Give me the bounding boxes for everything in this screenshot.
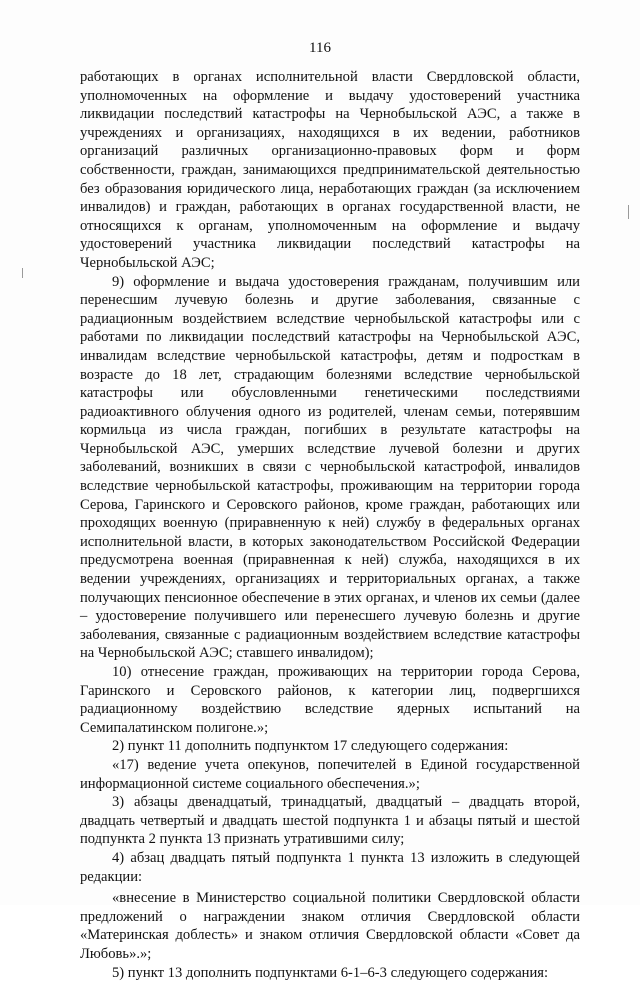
scan-margin-mark bbox=[628, 205, 629, 219]
paragraph: 4) абзац двадцать пятый подпункта 1 пункта 13 изложить в следующей редакции: bbox=[80, 849, 580, 886]
page-number: 116 bbox=[0, 40, 640, 57]
body-text bbox=[80, 68, 580, 982]
paragraph: 3) абзацы двенадцатый, тринадцатый, двадцатый – двадцать второй, двадцать четвертый и двадцать шестой подпункта 1 и абзацы пятый и шестой подпункта 2 пункта 13 признать утратившими силу; bbox=[80, 793, 580, 849]
paragraph: 5) пункт 13 дополнить подпунктами 6-1–6-3 следующего содержания: bbox=[80, 964, 580, 982]
paragraph: 9) оформление и выдача удостоверения гражданам, получившим или перенесшим лучевую болезнь и другие заболевания, связанные с радиационным воздействием вследствие чернобыльской катастрофы или с работами по ликвидации последствий катастрофы на Чернобыльской АЭС, инвалидам вследствие чернобыльской катастрофы, детям и подросткам в возрасте до 18 лет, страдающим болезнями вследствие чернобыльской катастрофы или обусловленными генетическими последствиями радиоактивного облучения одного из родителей, членам семьи, потерявшим кормильца из числа граждан, погибших в результате катастрофы на Чернобыльской АЭС, умерших вследствие лучевой болезни и других заболеваний, возникших в связи с чернобыльской катастрофой, инвалидов вследствие чернобыльской катастрофы, проживающим на территории города Серова, Гаринского и Серовского районов, кроме граждан, работающих или проходящих военную (приравненную к ней) службу в федеральных органах исполнительной власти, в которых законодательством Российской Федерации предусмотрена военная (приравненная к ней) служба, находящихся в их ведении учреждениях, организациях и территориальных органах, а также получающих пенсионное обеспечение в этих органах, и членов их семьи (далее – удостоверение получившего или перенесшего лучевую болезнь и другие заболевания, связанные с радиационным воздействием вследствие катастрофы на Чернобыльской АЭС; ставшего инвалидом); bbox=[80, 273, 580, 663]
paragraph: «17) ведение учета опекунов, попечителей в Единой государственной информационной системе социального обеспечения.»; bbox=[80, 756, 580, 793]
paragraph: 2) пункт 11 дополнить подпунктом 17 следующего содержания: bbox=[80, 737, 580, 756]
paragraph: работающих в органах исполнительной власти Свердловской области, уполномоченных на оформление и выдачу удостоверений участника ликвидации последствий катастрофы на Чернобыльской АЭС, а также в учреждениях и организациях, находящихся в их ведении, работников организаций различных организационно-правовых форм и форм собственности, граждан, занимающихся предпринимательской деятельностью без образования юридического лица, неработающих граждан (за исключением инвалидов) и граждан, работающих в органах государственной власти, не относящихся к органам, уполномоченным на оформление и выдачу удостоверений участника ликвидации последствий катастрофы на Чернобыльской АЭС; bbox=[80, 68, 580, 273]
scan-margin-mark bbox=[22, 268, 23, 278]
paragraph: 10) отнесение граждан, проживающих на территории города Серова, Гаринского и Серовского районов, к категории лиц, подвергшихся радиационному воздействию вследствие ядерных испытаний на Семипалатинском полигоне.»; bbox=[80, 663, 580, 737]
paragraph: «внесение в Министерство социальной политики Свердловской области предложений о награждении знаком отличия Свердловской области «Материнская доблесть» и знаком отличия Свердловской области «Совет да Любовь».»; bbox=[80, 889, 580, 963]
